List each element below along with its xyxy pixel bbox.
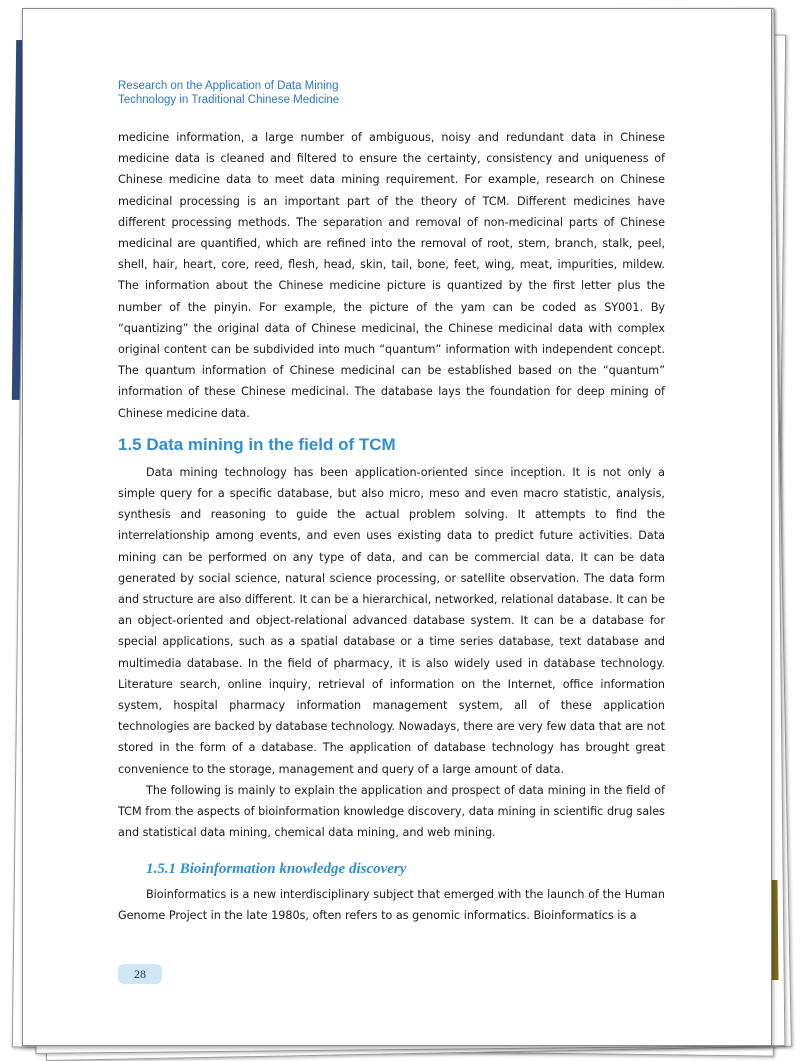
running-header-line-2: Technology in Traditional Chinese Medicine bbox=[118, 94, 340, 106]
body-paragraph: The following is mainly to explain the application and prospect of data mining in the field of TCM from the aspects of bioinformation knowledge discovery, data mining in scientific drug sales and statistical data mining, chemical data mining, and web mining. bbox=[118, 783, 665, 840]
book-page bbox=[22, 8, 772, 1046]
subsection-heading: 1.5.1 Bioinformation knowledge discovery bbox=[146, 860, 407, 877]
body-paragraph: Bioinformatics is a new interdisciplinary subject that emerged with the launch of the Human Genome Project in the late 1980s, often refers to as genomic informatics. Bioinformatics is a bbox=[118, 887, 665, 922]
running-header-line-1: Research on the Application of Data Mining bbox=[118, 80, 339, 92]
page-number: 28 bbox=[118, 964, 162, 984]
section-heading: 1.5 Data mining in the field of TCM bbox=[118, 434, 396, 454]
body-paragraph: medicine information, a large number of ambiguous, noisy and redundant data in Chinese medicine data is cleaned and filtered to ensure the certainty, consistency and uniqueness of Chinese medicine data to meet data mining requirement. For example, research on Chinese medicinal processing is an important part of the theory of TCM. Different medicines have different processing methods. The separation and removal of non-medicinal parts of Chinese medicinal are quantified, which are refined into the removal of root, stem, branch, stalk, peel, shell, hair, heart, core, reed, flesh, head, skin, tail, bone, feet, wing, meat, impurities, mildew. The information about the Chinese medicine picture is quantized by the first letter plus the number of the pinyin. For example, the picture of the yam can be coded as SY001. By “quantizing” the original data of Chinese medicinal, the Chinese medicinal data with complex original content can be subdivided into much “quantum” information with independent concept. The quantum information of Chinese medicinal can be established based on the “quantum” information of these Chinese medicinal. The database lays the foundation for deep mining of Chinese medicine data. bbox=[118, 131, 665, 420]
running-header bbox=[118, 79, 339, 107]
page-body bbox=[118, 127, 665, 926]
body-paragraph: Data mining technology has been application-oriented since inception. It is not only a simple query for a specific database, but also micro, meso and even macro statistic, analysis, synthesis and reasoning to guide the actual problem solving. It attempts to find the interrelationship among events, and even uses existing data to predict future activities. Data mining can be performed on any type of data, and can be commercial data. It can be data generated by social science, natural science processing, or satellite observation. The data form and structure are also different. It can be a hierarchical, networked, relational database. It can be an object-oriented and object-relational advanced database system. It can be a database for special applications, such as a spatial database or a time series database, text database and multimedia database. In the field of pharmacy, it is also widely used in database technology. Literature search, online inquiry, retrieval of information on the Internet, office information system, hospital pharmacy information management system, all of these application technologies are backed by database technology. Nowadays, there are very few data that are not stored in the form of a database. The application of database technology has brought great convenience to the storage, management and query of a large amount of data. bbox=[118, 465, 665, 776]
